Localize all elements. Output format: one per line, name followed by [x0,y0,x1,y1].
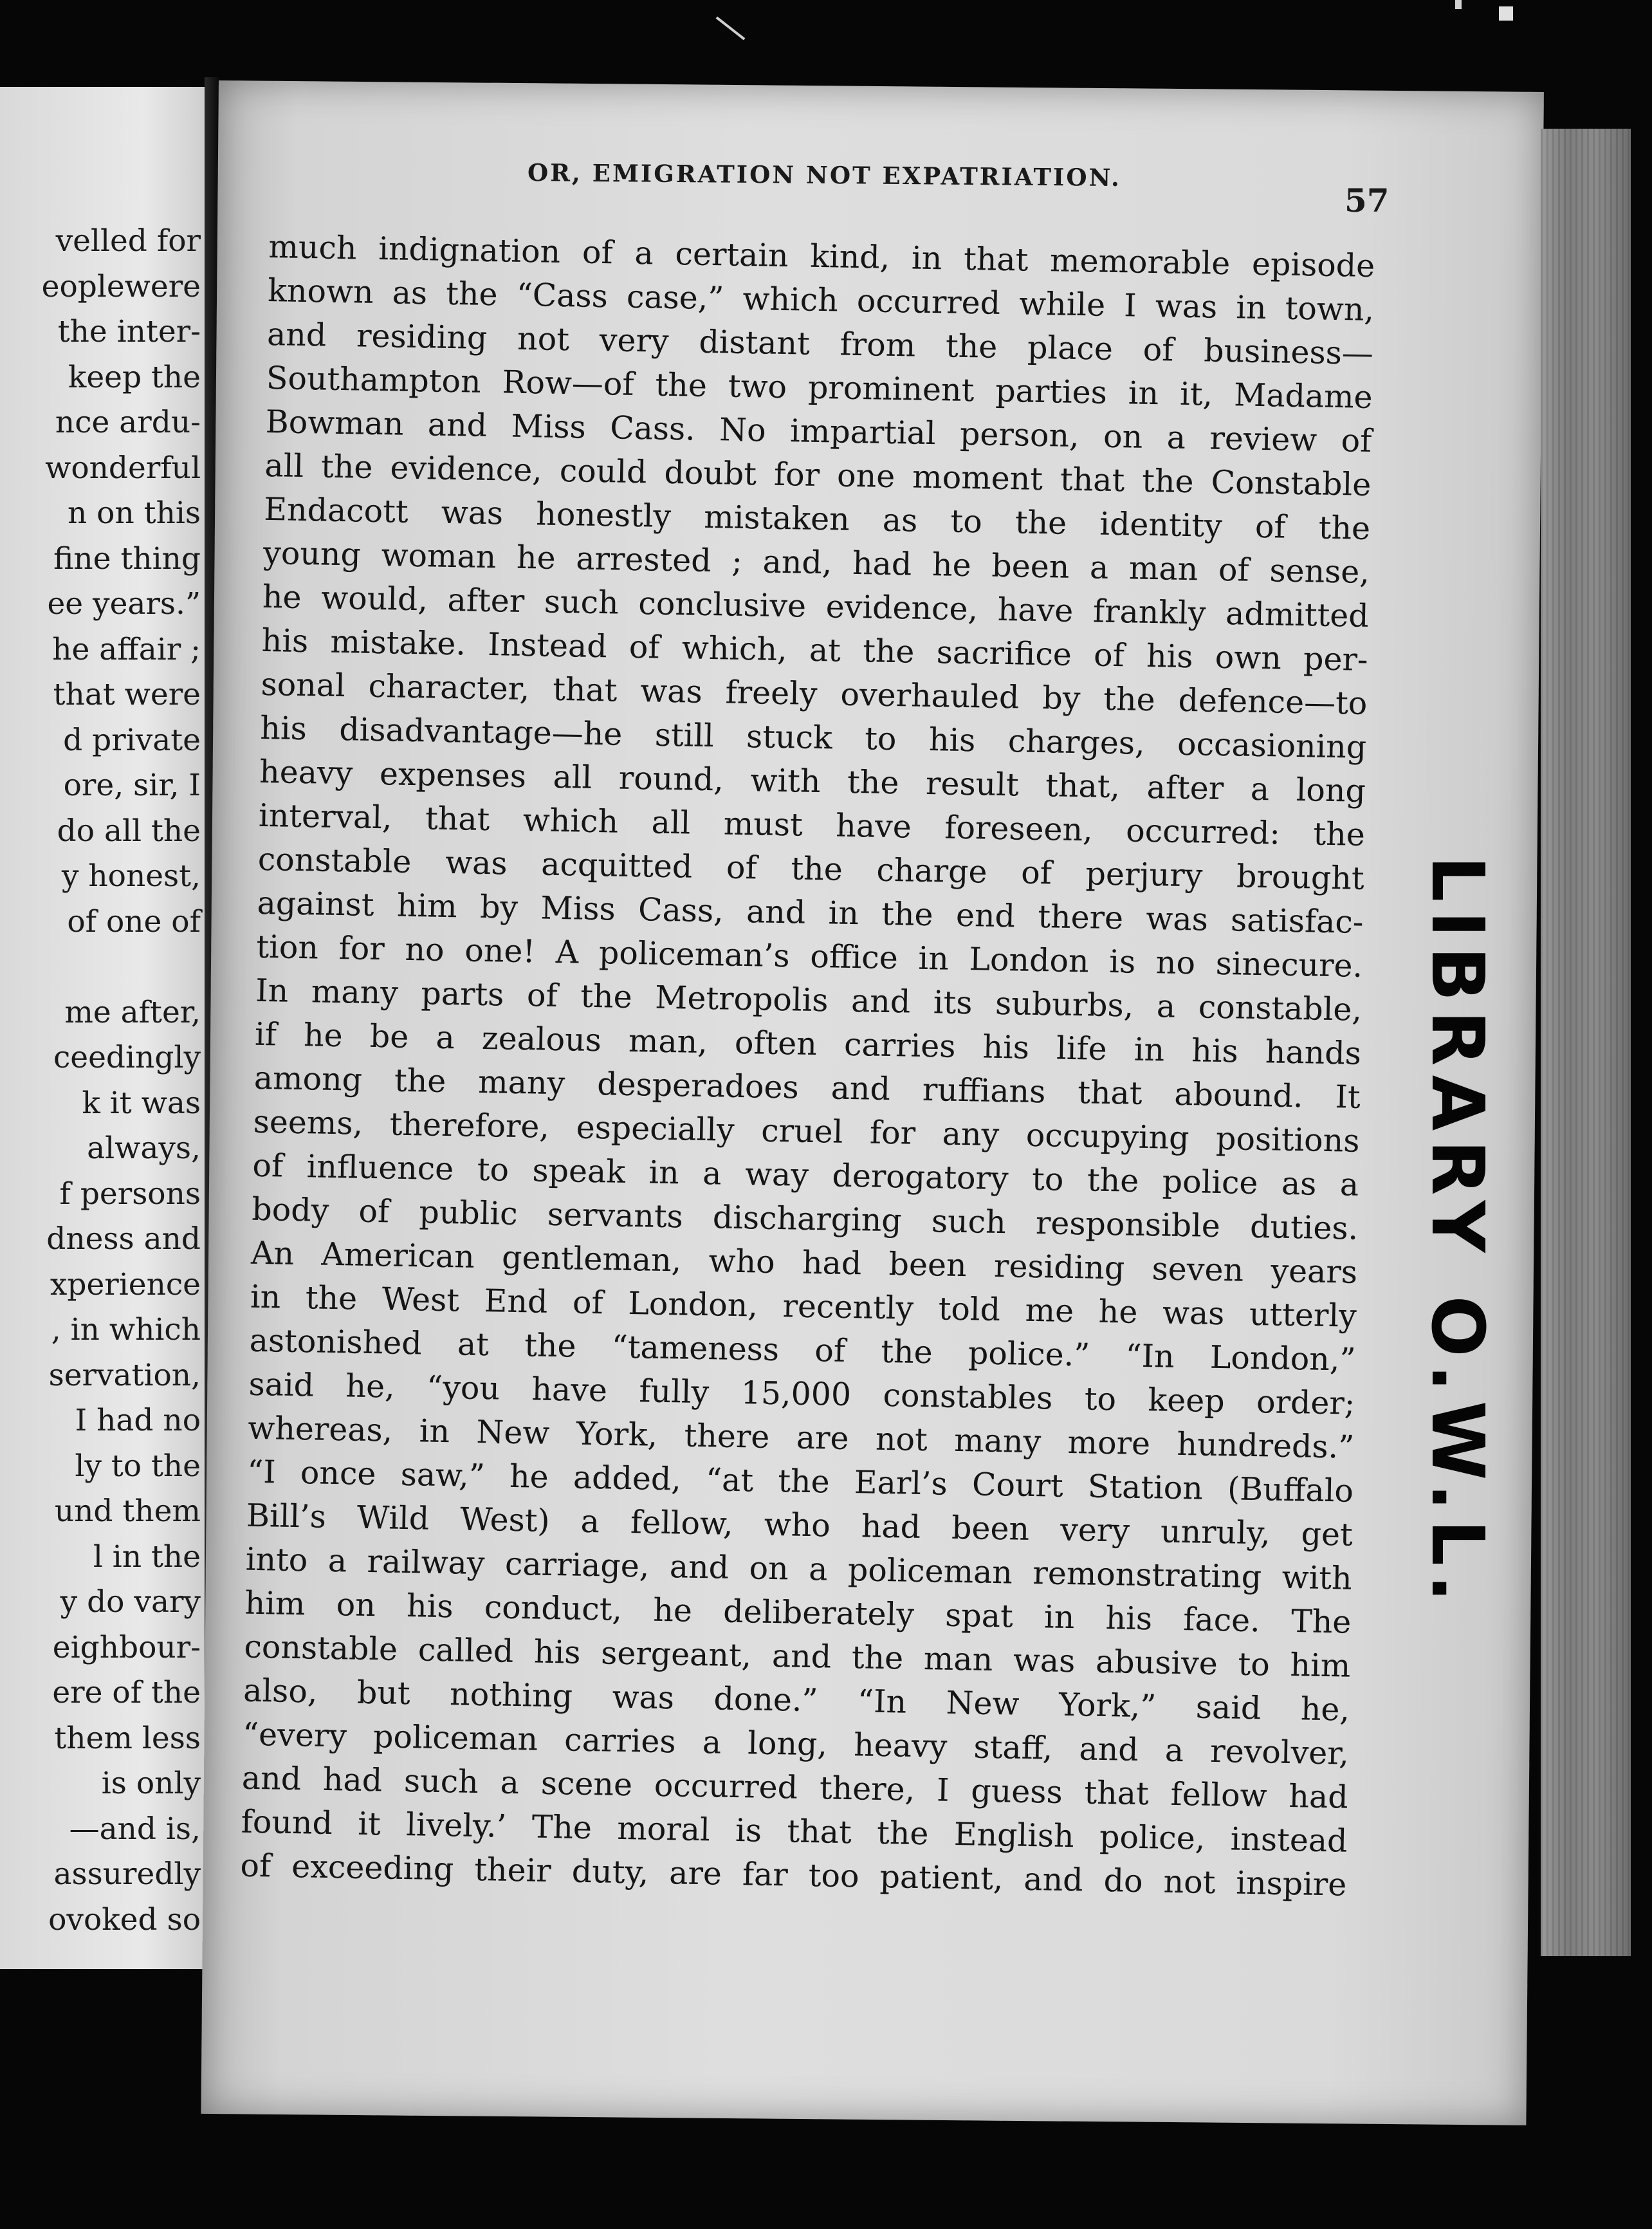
text-line: also, but nothing was done.” “In New York,” said he, [243,1672,1350,1728]
text-line: said he, “you have fully 15,000 constables to keep order; [248,1365,1355,1422]
text-line: among the many desperadoes and ruffians that abound. It [253,1059,1361,1116]
text-line: “every policeman carries a long, heavy staff, and a revolver, [242,1716,1350,1772]
film-speck [1499,6,1513,21]
left-fragment-line: eighbour- [52,1629,201,1665]
left-fragment-line: l in the [93,1539,201,1575]
left-fragment-line: ovoked so [48,1901,201,1938]
text-line: sonal character, that was freely overhauled by the defence—to [261,665,1368,722]
page-edge [1541,129,1631,1956]
text-line: body of public servants discharging such responsible duties. [251,1190,1359,1247]
left-fragment-line: xperience [50,1266,201,1302]
text-line: if he be a zealous man, often carries his life in his hands [254,1015,1362,1072]
body-text [240,228,1375,1910]
left-fragment-line: n on this [67,495,201,531]
text-line: much indignation of a certain kind, in that memorable episode [268,228,1375,285]
left-fragment-line: is only [101,1766,201,1801]
left-fragment-line: he affair ; [52,631,201,667]
text-line: and residing not very distant from the place of business— [266,315,1374,372]
film-scratch [716,16,746,40]
left-fragment-line: the inter- [57,314,201,349]
text-line: In many parts of the Metropolis and its suburbs, a constable, [255,972,1363,1028]
text-line: young woman he arrested ; and, had he been a man of sense, [262,534,1370,591]
text-line: interval, that which all must have foreseen, occurred: the [258,797,1366,853]
left-fragment-line: d private [63,722,201,758]
text-line: heavy expenses all round, with the result that, after a long [259,753,1366,809]
text-line: all the evidence, could doubt for one moment that the Constable [264,447,1372,503]
text-line: of influence to speak in a way derogatory to the police as a [252,1147,1359,1203]
text-line: An American gentleman, who had been residing seven years [250,1234,1358,1291]
left-fragment-line: always, [87,1131,201,1166]
left-fragment-line: wonderful [45,450,201,486]
left-fragment-line: servation, [48,1357,201,1393]
running-head: OR, EMIGRATION NOT EXPATRIATION. [527,158,1122,192]
left-fragment-line: k it was [82,1085,201,1121]
left-fragment-line: fine thing [53,541,201,577]
left-fragment-line: I had no [75,1403,201,1438]
text-line: his mistake. Instead of which, at the sacrifice of his own per- [261,622,1369,678]
left-fragment-line: y honest, [61,858,201,894]
left-fragment-line: y do vary [60,1584,201,1620]
left-fragment-line: ere of the [52,1675,201,1710]
text-line: constable was acquitted of the charge of perjury brought [257,840,1365,897]
left-fragment-line [42,945,201,990]
text-line: tion for no one! A policeman’s office in London is no sinecure. [256,928,1363,985]
text-line: whereas, in New York, there are not many more hundreds.” [247,1409,1355,1466]
text-line: he would, after such conclusive evidence, have frankly admitted [262,578,1370,634]
left-page-fragment [0,87,205,1969]
left-fragment-line: them less [54,1720,201,1756]
text-line: him on his conduct, he deliberately spat in his face. The [244,1584,1352,1641]
text-line: of exceeding their duty, are far too patient, and do not inspire [240,1847,1347,1903]
film-speck [1455,0,1462,9]
text-line: Bill’s Wild West) a fellow, who had been very unruly, get [246,1497,1354,1553]
left-fragment-line: ore, sir, I [63,768,201,803]
left-fragment-line: f persons [59,1176,201,1212]
text-line: found it lively.’ The moral is that the English police, instead [241,1803,1348,1860]
left-fragment-line: velled for [55,223,201,259]
text-line: seems, therefore, especially cruel for any occupying positions [253,1103,1360,1160]
text-line: constable called his sergeant, and the man was abusive to him [244,1628,1351,1685]
left-fragment-line: nce ardu- [55,405,201,440]
text-line: Endacott was honestly mistaken as to the identity of the [263,490,1371,547]
left-fragment-line: me after, [64,994,201,1030]
text-line: astonished at the “tameness of the police.” “In London,” [249,1322,1357,1378]
left-fragment-line: und them [54,1494,201,1529]
left-page-text [42,219,201,1943]
left-fragment-line: assuredly [53,1856,201,1892]
library-edge-stamp: LIBRARY O.W.L. [1415,856,1499,1611]
page-number: 57 [1345,181,1390,219]
left-fragment-line: ceedingly [53,1040,201,1075]
left-fragment-line: that were [53,677,201,712]
text-line: in the West End of London, recently told me he was utterly [250,1278,1357,1335]
left-fragment-line: dness and [46,1221,201,1257]
text-line: against him by Miss Cass, and in the end there was satisfac- [257,884,1364,941]
text-line: “I once saw,” he added, “at the Earl’s Court Station (Buffalo [246,1453,1354,1510]
left-fragment-line: —and is, [69,1811,201,1847]
text-line: his disadvantage—he still stuck to his charges, occasioning [259,709,1367,766]
left-fragment-line: ly to the [75,1448,201,1484]
text-line: known as the “Cass case,” which occurred while I was in town, [267,272,1375,328]
text-line: and had such a scene occurred there, I guess that fellow had [241,1759,1349,1816]
text-line: into a railway carriage, and on a policeman remonstrating with [245,1540,1353,1597]
left-fragment-line: eoplewere [41,268,201,304]
left-fragment-line: of one of [67,903,201,939]
left-fragment-line: , in which [51,1312,201,1347]
text-line: Bowman and Miss Cass. No impartial person, on a review of [265,403,1372,459]
left-fragment-line: ee years.” [47,586,201,622]
text-line: Southampton Row—of the two prominent parties in it, Madame [266,359,1373,416]
left-fragment-line: do all the [57,813,201,849]
left-fragment-line: keep the [68,359,201,395]
